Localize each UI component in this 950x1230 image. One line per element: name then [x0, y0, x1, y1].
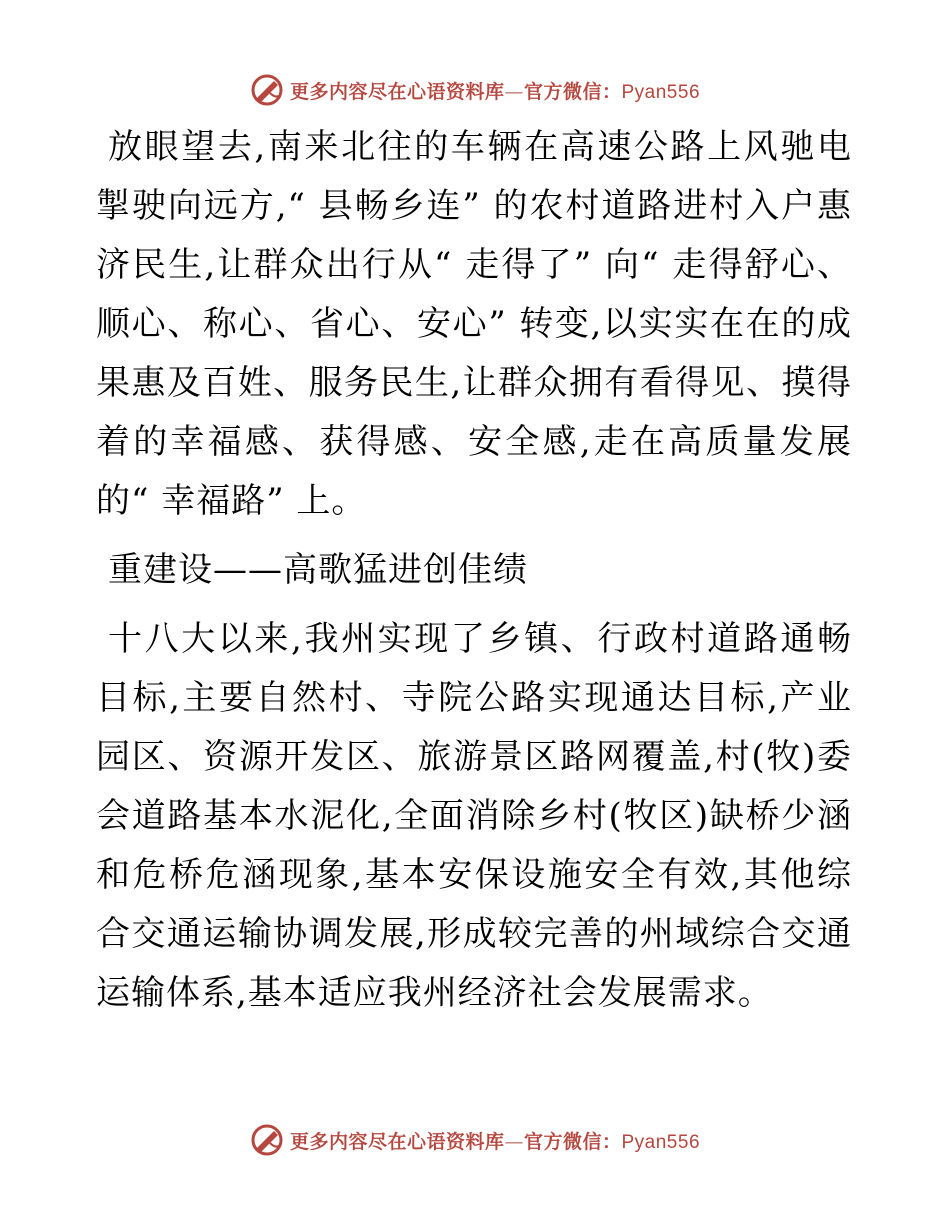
- section-heading: 重建设——高歌猛进创佳绩: [108, 550, 528, 590]
- banner-wechat-id: Pyan556: [621, 1131, 701, 1153]
- banner-text: [290, 77, 700, 104]
- banner-contact-text: 官方微信：: [523, 1130, 622, 1153]
- banner-text: [290, 1127, 700, 1154]
- banner-contact-text: 官方微信：: [523, 80, 622, 103]
- paragraph-1: 放眼望去,南来北往的车辆在高速公路上风驰电掣驶向远方,“ 县畅乡连” 的农村道路进村入户惠济民生,让群众出行从“ 走得了” 向“ 走得舒心、顺心、称心、省心、安心” 转变,以实实在在的成果惠及百姓、服务民生,让群众拥有看得见、摸得着的幸福感、获得感、安全感,走在高质量发展的“ 幸福路” 上。: [96, 127, 852, 521]
- banner-separator: —: [504, 80, 524, 103]
- logo-icon: [250, 73, 284, 107]
- paragraph-2: 十八大以来,我州实现了乡镇、行政村道路通畅目标,主要自然村、寺院公路实现通达目标,产业园区、资源开发区、旅游景区路网覆盖,村(牧)委会道路基本水泥化,全面消除乡村(牧区)缺桥少涵和危桥危涵现象,基本安保设施安全有效,其他综合交通运输协调发展,形成较完善的州域综合交通运输体系,基本适应我州经济社会发展需求。: [96, 619, 852, 1013]
- logo-icon: [250, 1123, 284, 1157]
- footer-banner: [0, 1120, 950, 1160]
- banner-main-text: 更多内容尽在心语资料库: [289, 1130, 505, 1153]
- header-banner: [0, 70, 950, 110]
- document-body: [96, 118, 852, 1023]
- banner-wechat-id: Pyan556: [621, 81, 701, 103]
- banner-separator: —: [504, 1130, 524, 1153]
- banner-main-text: 更多内容尽在心语资料库: [289, 80, 505, 103]
